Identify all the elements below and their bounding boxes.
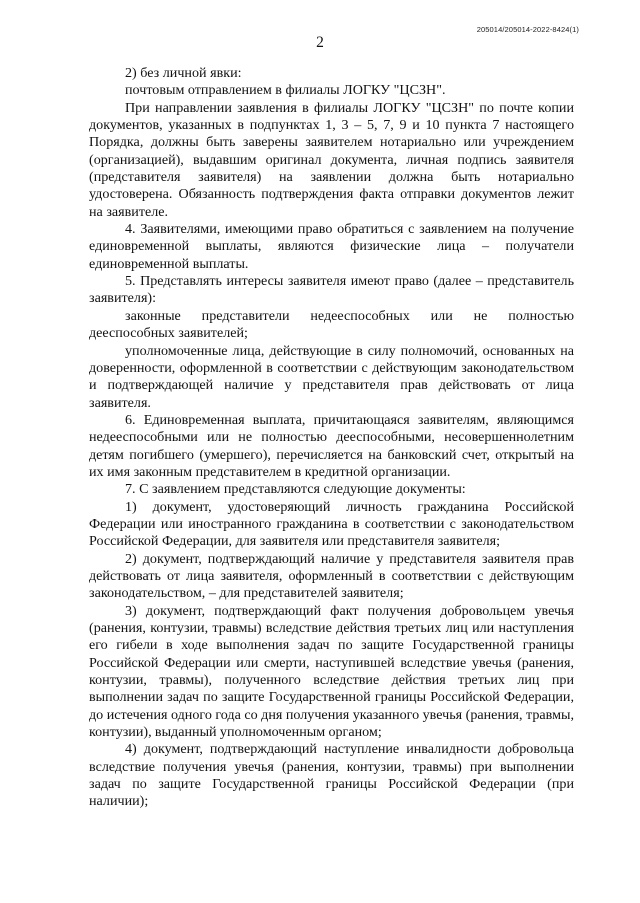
paragraph-postal-submission: почтовым отправлением в филиалы ЛОГКУ "ЦСЗН". bbox=[125, 82, 446, 99]
document-id: 205014/205014-2022-8424(1) bbox=[476, 25, 579, 34]
paragraph-doc-1-identity: 1) документ, удостоверяющий личность гражданина Российской Федерации или иностранного гражданина в соответствии с законодательством Российской Федерации, для заявителя или представителя заявителя; bbox=[89, 498, 574, 550]
paragraph-item-5-representatives: 5. Представлять интересы заявителя имеют право (далее – представитель заявителя): bbox=[89, 273, 574, 307]
paragraph-authorized-persons: уполномоченные лица, действующие в силу полномочий, основанных на доверенности, оформленной в соответствии с действующим законодательством и подтверждающей наличие у представителя прав действовать от лица заявителя. bbox=[89, 342, 574, 411]
paragraph-doc-2-representative-rights: 2) документ, подтверждающий наличие у представителя заявителя прав действовать от лица заявителя, оформленный в соответствии с действующим законодательством, – для представителей заявителя; bbox=[89, 550, 574, 602]
paragraph-item-6-bank-account: 6. Единовременная выплата, причитающаяся заявителям, являющимся недееспособными или не полностью дееспособными, несовершеннолетним детям погибшего (умершего), перечисляется на банковский счет, открытый на их имя законным представителем в кредитной организации. bbox=[89, 411, 574, 480]
page-number: 2 bbox=[316, 34, 324, 51]
paragraph-mail-copies-certification: При направлении заявления в филиалы ЛОГКУ "ЦСЗН" по почте копии документов, указанных в подпунктах 1, 3 – 5, 7, 9 и 10 пункта 7 настоящего Порядка, должны быть заверены заявителем нотариально или учреждением (организацией), выдавшим оригинал документа, личная подпись заявителя (представителя заявителя) на заявлении должна быть нотариально удостоверена. Обязанность подтверждения факта отправки документов лежит на заявителе. bbox=[89, 99, 574, 220]
paragraph-no-personal-appearance: 2) без личной явки: bbox=[125, 65, 242, 81]
paragraph-doc-3-injury-fact: 3) документ, подтверждающий факт получения добровольцем увечья (ранения, контузии, травмы) вследствие действия третьих лиц или наступления его гибели в ходе выполнения задач по защите Государственной границы Российской Федерации или смерти, наступившей вследствие увечья (ранения, контузии, травмы), полученного вследствие действия третьих лиц при выполнении задач по защите Государственной границы Российской Федерации, до истечения одного года со дня получения указанного увечья (ранения, травмы, контузии), выданный уполномоченным органом; bbox=[89, 602, 574, 741]
paragraph-item-4-applicants: 4. Заявителями, имеющими право обратиться с заявлением на получение единовременной выплаты, являются физические лица – получатели единовременной выплаты. bbox=[89, 221, 574, 272]
paragraph-item-7-documents: 7. С заявлением представляются следующие документы: bbox=[125, 481, 466, 498]
paragraph-doc-4-disability: 4) документ, подтверждающий наступление инвалидности добровольца вследствие получения увечья (ранения, контузии, травмы) при выполнении задач по защите Государственной границы Российской Федерации (при наличии); bbox=[89, 741, 574, 810]
paragraph-legal-representatives: законные представители недееспособных или не полностью дееспособных заявителей; bbox=[89, 307, 574, 342]
document-body bbox=[89, 65, 574, 811]
